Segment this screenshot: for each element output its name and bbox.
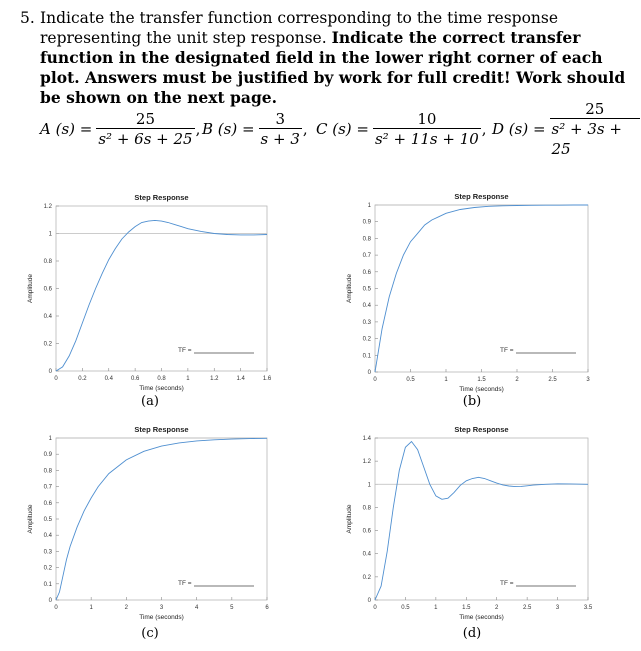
- question-number: 5.: [20, 9, 35, 27]
- x-tick-label: 0.4: [104, 376, 113, 382]
- question: [20, 8, 630, 108]
- chart-title: Step Response: [454, 425, 509, 434]
- x-tick-label: 0.6: [130, 376, 140, 382]
- tf-comma: ,: [302, 120, 308, 138]
- x-axis-label: Time (seconds): [139, 614, 184, 621]
- tf-numerator: 25: [135, 109, 156, 128]
- x-tick-label: 0: [54, 605, 58, 611]
- x-tick-label: 0.5: [401, 605, 410, 611]
- y-tick-label: 1: [48, 436, 52, 442]
- x-tick-label: 1.6: [262, 376, 272, 382]
- x-tick-label: 2: [124, 605, 129, 611]
- tf-numerator: 25: [585, 99, 605, 118]
- chart-caption: (b): [462, 394, 482, 409]
- y-tick-label: 0.8: [43, 468, 52, 475]
- y-tick-label: 1.2: [362, 459, 371, 466]
- y-axis-label: Amplitude: [346, 504, 353, 534]
- y-tick-label: 0.6: [362, 528, 371, 535]
- y-tick-label: 0.7: [362, 253, 371, 260]
- tf-field-label: TF =: [178, 580, 192, 587]
- transfer-function-d: [492, 99, 641, 158]
- x-axis-label: Time (seconds): [459, 386, 504, 393]
- y-tick-label: 0.2: [43, 341, 52, 348]
- step-response-chart-c: [27, 425, 269, 641]
- tf-field-label: TF =: [178, 347, 192, 354]
- y-tick-label: 0.6: [43, 500, 52, 507]
- tf-field-label: TF =: [500, 347, 514, 354]
- x-tick-label: 2.5: [522, 605, 532, 611]
- y-tick-label: 0.4: [43, 533, 52, 540]
- step-response-chart-a: [27, 193, 272, 409]
- tf-denominator: s² + 11s + 10: [374, 129, 479, 148]
- tf-numerator: 10: [417, 109, 437, 128]
- chart-title: Step Response: [454, 192, 509, 201]
- y-tick-label: 0.2: [43, 565, 52, 572]
- y-tick-label: 1: [48, 231, 52, 238]
- y-tick-label: 1: [367, 203, 371, 209]
- x-axis-label: Time (seconds): [459, 614, 504, 621]
- tf-label: A (s) =: [40, 120, 93, 138]
- step-response-curve: [56, 220, 267, 371]
- y-tick-label: 0.5: [362, 286, 371, 293]
- step-response-curve: [56, 438, 267, 600]
- tf-label: B (s) =: [202, 120, 255, 138]
- chart-caption: (a): [141, 394, 159, 409]
- x-axis-label: Time (seconds): [139, 385, 184, 392]
- y-tick-label: 1.2: [43, 204, 52, 210]
- y-tick-label: 1.4: [362, 436, 371, 442]
- y-tick-label: 0.1: [43, 581, 52, 588]
- x-tick-label: 6: [265, 605, 269, 611]
- step-response-curve: [375, 205, 588, 372]
- tf-comma: ,: [481, 120, 487, 138]
- y-tick-label: 0.7: [43, 484, 52, 491]
- plot-area: [56, 206, 267, 371]
- tf-label: D (s) =: [492, 120, 546, 138]
- y-tick-label: 0.9: [362, 219, 371, 226]
- transfer-function-c: [316, 107, 487, 151]
- tf-numerator: 3: [275, 109, 285, 128]
- x-tick-label: 2.5: [548, 377, 557, 383]
- x-tick-label: 0: [54, 376, 58, 382]
- plot-area: [56, 438, 267, 600]
- y-tick-label: 0.2: [362, 336, 371, 343]
- y-tick-label: 0.9: [43, 452, 52, 459]
- x-tick-label: 1: [434, 605, 438, 611]
- plot-area: [375, 438, 588, 600]
- y-tick-label: 0.8: [43, 259, 52, 265]
- x-tick-label: 3: [555, 605, 560, 611]
- x-tick-label: 1.5: [477, 377, 486, 383]
- x-tick-label: 3.5: [583, 605, 593, 611]
- tf-denominator: s + 3: [260, 129, 300, 148]
- x-tick-label: 0: [373, 377, 377, 383]
- question-instructions: Indicate the correct transfer function in the designated field in the lower right corner of each plot. Answers must be justified by work for full credit! Work should be shown on the next page.: [40, 28, 626, 107]
- step-response-chart-d: [346, 425, 593, 641]
- y-tick-label: 0: [48, 369, 52, 375]
- step-response-curve: [375, 442, 588, 601]
- x-tick-label: 3: [586, 377, 590, 383]
- x-tick-label: 1.5: [462, 605, 471, 611]
- y-tick-label: 0.6: [362, 269, 371, 276]
- tf-comma: ,: [195, 120, 201, 138]
- y-tick-label: 0.3: [362, 319, 371, 326]
- step-response-chart-b: [346, 192, 590, 409]
- tf-denominator: s² + 3s + 25: [550, 118, 640, 159]
- y-tick-label: 0.1: [362, 353, 371, 360]
- x-tick-label: 0.8: [157, 376, 166, 382]
- x-tick-label: 5: [230, 605, 234, 611]
- x-tick-label: 1.2: [210, 376, 219, 382]
- y-tick-label: 0: [48, 598, 52, 604]
- transfer-function-b: [202, 107, 308, 151]
- y-tick-label: 0.3: [43, 549, 52, 556]
- y-tick-label: 0.4: [362, 303, 371, 310]
- y-tick-label: 0.8: [362, 236, 371, 243]
- transfer-function-a: [40, 107, 200, 151]
- tf-denominator: s² + 6s + 25: [98, 129, 193, 148]
- chart-caption: (c): [141, 626, 159, 641]
- y-tick-label: 0.6: [43, 286, 52, 293]
- y-axis-label: Amplitude: [346, 274, 353, 303]
- question-intro: Indicate the transfer function corresponding to the time response representing the unit step response.: [40, 9, 559, 47]
- chart-caption: (d): [462, 626, 482, 641]
- y-tick-label: 1: [367, 482, 371, 489]
- tf-field-label: TF =: [500, 580, 514, 587]
- x-tick-label: 1.4: [236, 376, 245, 382]
- x-tick-label: 0: [373, 605, 377, 611]
- y-tick-label: 0.4: [362, 551, 371, 558]
- y-tick-label: 0.5: [43, 517, 52, 523]
- y-axis-label: Amplitude: [27, 504, 34, 534]
- y-axis-label: Amplitude: [27, 274, 34, 303]
- y-tick-label: 0.4: [43, 314, 52, 320]
- x-tick-label: 1: [444, 377, 448, 383]
- x-tick-label: 3: [159, 605, 164, 611]
- plot-area: [375, 205, 588, 372]
- x-tick-label: 0.2: [78, 376, 87, 382]
- y-tick-label: 0: [367, 370, 371, 376]
- x-tick-label: 4: [194, 605, 199, 611]
- y-tick-label: 0.2: [362, 574, 371, 581]
- y-tick-label: 0.8: [362, 505, 371, 512]
- x-tick-label: 1: [89, 605, 93, 611]
- x-tick-label: 1: [186, 376, 190, 382]
- transfer-function-row: [0, 99, 641, 158]
- x-tick-label: 2: [515, 377, 519, 383]
- chart-title: Step Response: [134, 425, 189, 434]
- tf-label: C (s) =: [316, 120, 369, 138]
- y-tick-label: 0: [367, 598, 371, 604]
- x-tick-label: 2: [495, 605, 499, 611]
- x-tick-label: 0.5: [406, 377, 415, 383]
- chart-title: Step Response: [134, 193, 189, 202]
